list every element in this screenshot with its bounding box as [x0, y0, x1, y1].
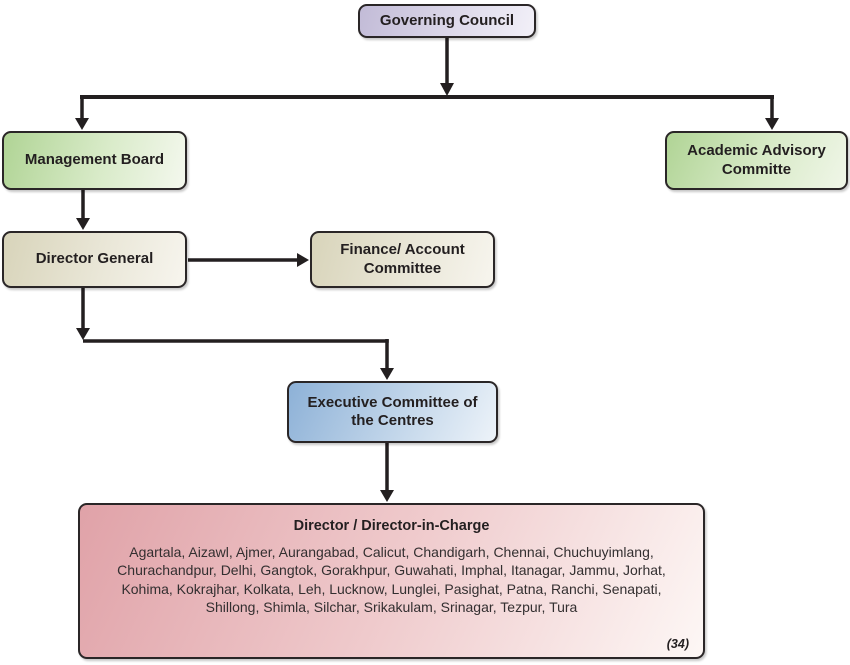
edge-to-management-board — [75, 95, 89, 130]
edge-management-to-director-general — [76, 190, 90, 230]
node-management-board-label: Management Board — [24, 151, 165, 169]
node-governing-council — [358, 4, 536, 38]
edge-governing-council-split — [80, 38, 774, 97]
node-executive-committee-label: Executive Committee of the Centres — [307, 393, 478, 429]
edge-director-general-to-finance — [188, 253, 309, 267]
node-governing-council-label: Governing Council — [379, 11, 515, 29]
edge-to-academic-advisory — [765, 95, 779, 130]
node-directors-title: Director / Director-in-Charge — [293, 518, 490, 534]
node-director-general-label: Director General — [35, 250, 154, 268]
node-directors-centres-list: Agartala, Aizawl, Ajmer, Aurangabad, Calicut, Chandigarh, Chennai, Chuchuyimlang, Churachandpur, Delhi, Gangtok, Gorakhpur, Guwahati, Imphal, Itanagar, Jammu, Jorhat, Kohima, Kokrajhar, Kolkata, Leh, Lucknow, Lunglei, Pasighat, Patna, Ranchi, Senapati, Shillong, Shimla, Silchar, Srikakulam, Srinagar, Tezpur, Tura — [117, 543, 666, 616]
node-management-board — [2, 131, 187, 190]
node-director-general — [2, 231, 187, 288]
node-finance-account-committee-label: Finance/ Account Committee — [340, 241, 465, 277]
node-executive-committee — [287, 381, 498, 443]
node-academic-advisory-committee-label: Academic Advisory Committe — [687, 142, 826, 178]
edge-director-general-to-executive — [76, 288, 394, 380]
node-directors-count: (34) — [666, 636, 689, 651]
node-academic-advisory-committee — [665, 131, 848, 190]
node-directors — [78, 503, 705, 659]
node-finance-account-committee — [310, 231, 495, 288]
edge-executive-to-directors — [380, 443, 394, 502]
node-directors-body — [80, 505, 703, 657]
